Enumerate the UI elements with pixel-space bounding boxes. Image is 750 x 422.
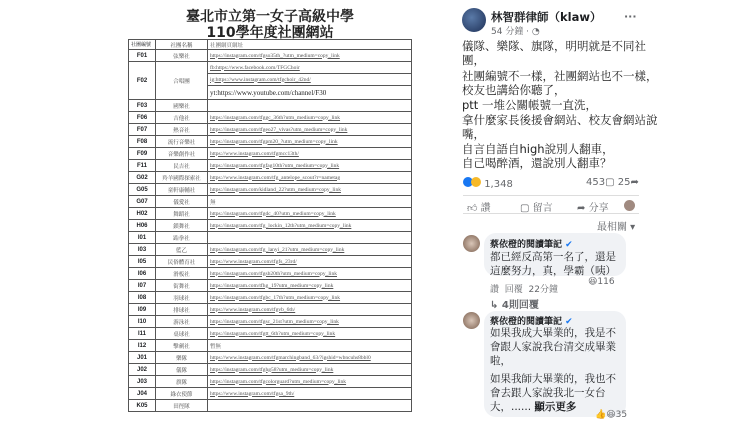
club-url[interactable]: https://instagram.com/tfgbc_17th?utm_medium=copy_link — [208, 292, 412, 304]
club-name: 合唱團 — [156, 62, 208, 100]
table-row — [129, 148, 412, 160]
sort-dropdown[interactable]: 最相關 ▾ — [597, 222, 636, 233]
table-row — [129, 328, 412, 340]
table-row — [129, 400, 412, 412]
club-code: I12 — [129, 340, 156, 352]
comment-time[interactable]: 22分鐘 — [528, 285, 558, 295]
club-code: I05 — [129, 256, 156, 268]
club-url: 無 — [208, 196, 412, 208]
post-text-line: 團， — [462, 53, 485, 67]
club-name: 桌球社 — [156, 328, 208, 340]
club-url[interactable]: https://instagram.com/kidland_22?utm_medium=copy_link — [208, 184, 412, 196]
club-name: 羚羊國際探索社 — [156, 172, 208, 184]
document-title: 臺北市立第一女子高級中學 — [186, 9, 354, 25]
author-avatar[interactable] — [462, 8, 486, 32]
post-text-line: 嘴， — [462, 127, 485, 141]
table-row — [129, 232, 412, 244]
club-name: 羽球社 — [156, 292, 208, 304]
divider — [463, 213, 639, 214]
club-url[interactable]: https://instagram.com/tfgtt_6th?utm_medium=copy_link — [208, 328, 412, 340]
table-row — [129, 316, 412, 328]
club-code: I03 — [129, 244, 156, 256]
club-name: 儀愛社 — [156, 196, 208, 208]
comment-reply-button[interactable]: 回覆 — [504, 285, 523, 295]
more-options-button[interactable]: ··· — [624, 10, 637, 23]
club-url[interactable]: https://instagram.com/tfgdc_40?utm_medium=copy_link — [208, 208, 412, 220]
club-code: G02 — [129, 172, 156, 184]
table-row — [129, 304, 412, 316]
club-name: 儀隊 — [156, 364, 208, 376]
table-row — [129, 136, 412, 148]
club-url[interactable]: https://instagram.com/tfggc_36th?utm_medium=copy_link — [208, 112, 412, 124]
comment-text: 都已經反高第一名了，還是 這麼努力，真，學霸（咦） — [490, 251, 616, 277]
club-url[interactable]: https://instagram.com/tfghg58?utm_medium=copy_link — [208, 364, 412, 376]
club-code: G05 — [129, 184, 156, 196]
club-name: 擊劍社 — [156, 340, 208, 352]
see-more-link[interactable]: 顯示更多 — [534, 401, 577, 413]
share-count: 25 — [617, 177, 631, 188]
comment-icon: ▢ — [605, 177, 615, 188]
table-row — [129, 292, 412, 304]
table-row — [129, 280, 412, 292]
reaction-avatar-selector[interactable] — [624, 200, 635, 211]
table-header — [129, 40, 412, 50]
table-row — [129, 256, 412, 268]
club-code: J04 — [129, 388, 156, 400]
table-row — [129, 268, 412, 280]
club-name: 民吉社 — [156, 160, 208, 172]
club-code: I09 — [129, 304, 156, 316]
post-text-line: ptt 一堆公關帳號一直洗， — [462, 98, 597, 112]
club-url[interactable]: https://instagram.com/tfgso35th_?utm_medium=copy_link — [208, 50, 412, 62]
comment-share-counts[interactable] — [586, 177, 639, 188]
share-label: 分享 — [588, 203, 609, 214]
verified-icon: ✔ — [565, 317, 573, 327]
divider — [463, 195, 639, 196]
club-name: 跆拳社 — [156, 232, 208, 244]
haha-reaction-icon — [471, 177, 481, 187]
club-name: 童軒康輔社 — [156, 184, 208, 196]
table-row — [129, 196, 412, 208]
share-button[interactable] — [577, 199, 609, 214]
club-name: 滑板社 — [156, 268, 208, 280]
table-row — [129, 388, 412, 400]
club-name: 吉他社 — [156, 112, 208, 124]
table-row — [129, 160, 412, 172]
table-row — [129, 340, 412, 352]
club-name: 排球社 — [156, 304, 208, 316]
post-text-line: 校友也講給你聽了， — [462, 83, 566, 97]
like-button[interactable] — [467, 199, 491, 214]
view-replies-button[interactable]: ↳ 4則回覆 — [490, 300, 539, 311]
thumbs-up-icon: 👍︎ — [467, 203, 478, 214]
post-text-line: 社團編號不一樣，社團網站也不一樣， — [462, 69, 658, 83]
club-name: 街舞社 — [156, 280, 208, 292]
table-row — [129, 376, 412, 388]
club-table — [128, 39, 412, 412]
post-text-line: 自言自語自high說別人翻車， — [462, 142, 614, 156]
post-text-line: 儀隊、樂隊、旗隊，明明就是不同社 — [462, 39, 646, 53]
club-code: H02 — [129, 208, 156, 220]
club-code: I01 — [129, 232, 156, 244]
post-time[interactable]: 54 分鐘 · — [491, 27, 532, 37]
club-name: 弦樂社 — [156, 50, 208, 62]
table-row — [129, 208, 412, 220]
club-url[interactable]: https://instagram.com/tfg_lockin_12th?utm_medium=copy_link — [208, 220, 412, 232]
club-code: I06 — [129, 268, 156, 280]
club-url[interactable]: https://instagram.com/tfgsb20th?utm_medium=copy_link — [208, 268, 412, 280]
club-code: I07 — [129, 280, 156, 292]
reply-arrow-icon: ↳ — [490, 300, 499, 311]
club-code: J01 — [129, 352, 156, 364]
header-name: 社團名稱 — [156, 40, 208, 50]
club-name: 綠衣使節 — [156, 388, 208, 400]
comment-icon: ▢ — [520, 203, 530, 214]
club-url[interactable]: https://www.instagram.com/tfg_antelope_scout?r=nametag — [208, 172, 412, 184]
club-code: I08 — [129, 292, 156, 304]
club-code: F11 — [129, 160, 156, 172]
club-code: F07 — [129, 124, 156, 136]
club-code: H06 — [129, 220, 156, 232]
club-code: I11 — [129, 328, 156, 340]
share-icon: ➦ — [630, 177, 639, 188]
club-url[interactable]: https://www.instagram.com/tfgmcc13th/ — [208, 148, 412, 160]
club-url[interactable]: https://www.instagram.com/tfgfs_23rd/ — [208, 256, 412, 268]
post-text-line: 自己喝醉酒，還說別人翻車？ — [462, 156, 612, 170]
commenter-avatar[interactable] — [463, 312, 480, 329]
club-url: 暫無 — [208, 340, 412, 352]
verified-icon: ✔ — [565, 240, 573, 250]
comment-author[interactable]: 蔡依橙的閱讀筆記 ✔ — [490, 240, 573, 250]
club-code: F06 — [129, 112, 156, 124]
club-name: 鎖舞社 — [156, 220, 208, 232]
club-code: K05 — [129, 400, 156, 412]
club-url[interactable]: https://instagram.com/tfhg_19?utm_medium=copy_link — [208, 280, 412, 292]
sort-label: 最相關 — [597, 222, 627, 233]
comment-like-button[interactable]: 讚 — [490, 285, 500, 295]
comment-author[interactable]: 蔡依橙的閱讀筆記 ✔ — [490, 317, 573, 327]
club-name: 舞蹈社 — [156, 208, 208, 220]
club-code: G07 — [129, 196, 156, 208]
post-author[interactable]: 林智群律師（klaw） — [491, 10, 602, 24]
table-row — [129, 124, 412, 136]
club-url[interactable]: https://instagram.com/tfgpm20_?utm_medium=copy_link — [208, 136, 412, 148]
club-name: 游泳社 — [156, 316, 208, 328]
table-row — [129, 244, 412, 256]
club-url-yt[interactable]: yt:https://www.youtube.com/channel/F30 — [208, 86, 412, 100]
club-name: 樂隊 — [156, 352, 208, 364]
table-row — [129, 50, 412, 62]
reaction-summary[interactable] — [463, 177, 513, 190]
club-url[interactable]: https://instagram.com/tfgeo27_vivas?utm_medium=copy_link — [208, 124, 412, 136]
club-code: F09 — [129, 148, 156, 160]
globe-icon: ◔ — [531, 27, 540, 37]
club-name: 音樂創作社 — [156, 148, 208, 160]
like-label: 讚 — [480, 203, 491, 214]
header-code: 社團編號 — [129, 40, 156, 50]
club-name: 熱音社 — [156, 124, 208, 136]
club-url[interactable]: https://instagram.com/tfgfag10th?utm_medium=copy_link — [208, 160, 412, 172]
club-url — [208, 232, 412, 244]
club-code: J02 — [129, 364, 156, 376]
club-code: I10 — [129, 316, 156, 328]
club-name: 民俗體育社 — [156, 256, 208, 268]
club-url — [208, 400, 412, 412]
club-name: 旗隊 — [156, 376, 208, 388]
comment-button[interactable] — [520, 199, 553, 214]
club-url[interactable]: https://www.instagram.com/tfgvb_6th/ — [208, 304, 412, 316]
table-row — [129, 112, 412, 124]
club-code: F02 — [129, 62, 156, 100]
comment-count: 453 — [586, 177, 606, 188]
table-row — [129, 364, 412, 376]
table-row — [129, 172, 412, 184]
club-code: F01 — [129, 50, 156, 62]
document-subtitle: 110學年度社團網站 — [206, 25, 334, 41]
club-name: 田徑隊 — [156, 400, 208, 412]
club-url-fb[interactable]: fb:https://www.facebook.com/TFGChoir — [208, 62, 412, 74]
share-icon: ➦ — [577, 203, 586, 214]
club-url[interactable]: https://instagram.com/tfg_lanyi_21?utm_medium=copy_link — [208, 244, 412, 256]
club-url — [208, 100, 412, 112]
header-url: 社團網頁網址 — [208, 40, 412, 50]
table-row — [129, 62, 412, 74]
comment-label: 留言 — [532, 203, 553, 214]
club-url[interactable]: https://instagram.com/tfgsc_21st?utm_medium=copy_link — [208, 316, 412, 328]
table-row — [129, 184, 412, 196]
club-code: F03 — [129, 100, 156, 112]
club-url[interactable]: https://www.instagram.com/tfgsa_9th/ — [208, 388, 412, 400]
post-text-line: 拿什麼家長後援會網站、校友會網站說 — [462, 113, 658, 127]
comment-reactions[interactable]: 👍😆35 — [595, 410, 628, 420]
club-name: 流行音樂社 — [156, 136, 208, 148]
club-url[interactable]: https://instagram.com/tfgcolorguard?utm_medium=copy_link — [208, 376, 412, 388]
club-name: 國樂社 — [156, 100, 208, 112]
club-code: F08 — [129, 136, 156, 148]
table-row — [129, 220, 412, 232]
commenter-avatar[interactable] — [463, 235, 480, 252]
comment-text: 如果我成大畢業的，我是不 會跟人家說我台清交成畢業 啦， 如果我師大畢業的，我也不 會去跟人家說我北一女台 大，...... 顯示更多 — [490, 327, 616, 413]
table-row — [129, 352, 412, 364]
club-url-ig[interactable]: ig:https://www.instagram.com/tfgchoir_42nd/ — [208, 74, 412, 86]
table-row — [129, 100, 412, 112]
reaction-count: 1,348 — [484, 179, 513, 190]
club-code: J03 — [129, 376, 156, 388]
club-name: 藍乙 — [156, 244, 208, 256]
comment-reactions[interactable]: 😆116 — [588, 277, 615, 287]
club-url[interactable]: https://www.instagram.com/tfgmarchingband_63/?igshid=wbncuhs8bbl0 — [208, 352, 412, 364]
